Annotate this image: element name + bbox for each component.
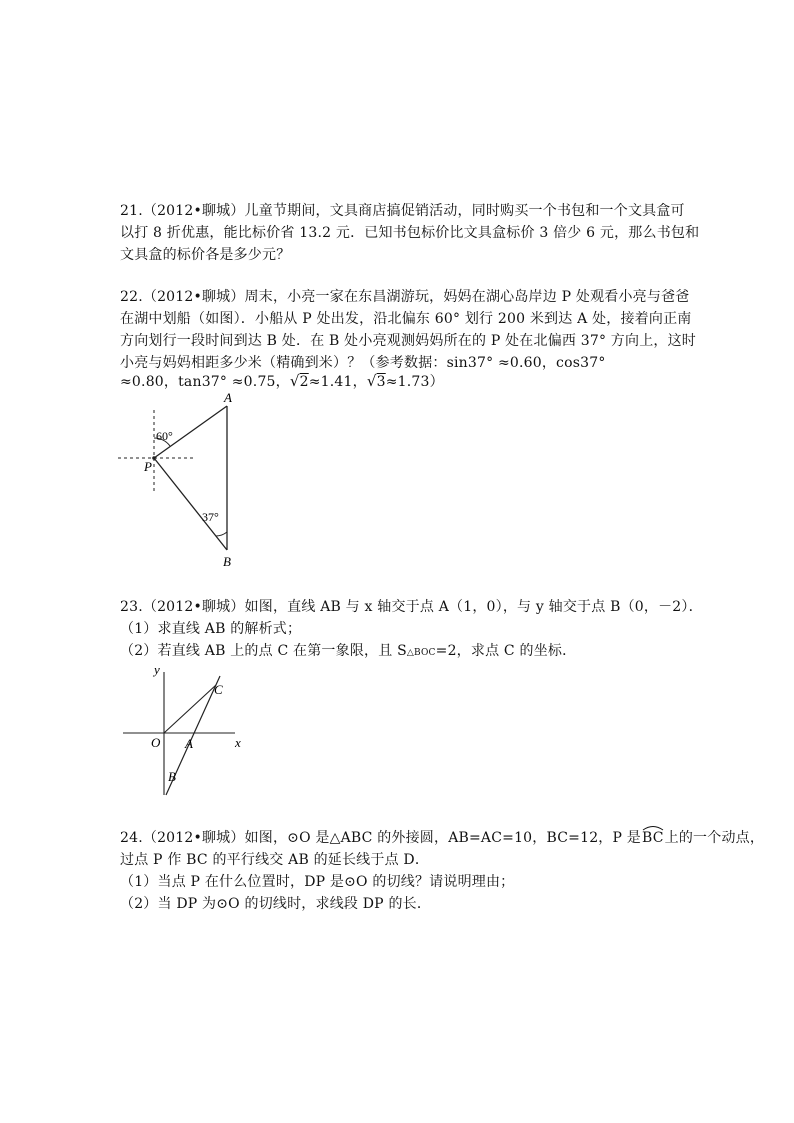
q22-line-5-a: ≈0.80，tan37° ≈0.75， <box>120 374 290 390</box>
label-A: A <box>224 390 232 405</box>
q23-line-3-a: （2）若直线 AB 上的点 C 在第一象限，且 S <box>120 643 407 659</box>
q24-line-3: （1）当点 P 在什么位置时，DP 是⊙O 的切线？请说明理由； <box>120 874 515 890</box>
label-P: P <box>144 459 152 474</box>
sqrt-symbol: √ <box>366 372 377 390</box>
angle-label-37: 37° <box>202 510 219 524</box>
q22-figure <box>110 388 250 574</box>
q23-line-2: （1）求直线 AB 的解析式； <box>120 621 302 637</box>
label-A: A <box>185 736 193 751</box>
q22-line-1: 22.（2012•聊城）周末，小亮一家在东昌湖游玩，妈妈在湖心岛岸边 P 处观看小亮与爸爸 <box>120 289 690 305</box>
point-P-dot <box>152 456 156 460</box>
label-x: x <box>235 735 241 750</box>
q21-line-3: 文具盒的标价各是多少元？ <box>120 247 291 263</box>
sqrt2-radicand: 2 <box>299 374 309 390</box>
q22-line-4: 小亮与妈妈相距多少米（精确到米）？（参考数据：sin37° ≈0.60，cos37° <box>120 355 606 371</box>
q21-line-2: 以打 8 折优惠，能比标价省 13.2 元．已知书包标价比文具盒标价 3 倍少 6 元，那么书包和 <box>120 225 700 241</box>
q23-figure <box>115 660 255 802</box>
arc-BC <box>641 826 665 850</box>
arc-symbol <box>641 825 665 831</box>
q24-line-2: 过点 P 作 BC 的平行线交 AB 的延长线于点 D． <box>120 852 430 868</box>
q22-line-5-b: ≈1.41， <box>308 374 367 390</box>
q23-line-3-b: =2，求点 C 的坐标． <box>435 643 577 659</box>
angle-arc-37 <box>216 532 227 536</box>
angle-label-60: 60° <box>156 429 173 443</box>
q24-line-1 <box>120 826 765 850</box>
label-y: y <box>154 662 160 677</box>
q24-line-4: （2）当 DP 为⊙O 的切线时，求线段 DP 的长． <box>120 896 432 912</box>
segment-OC <box>164 685 216 733</box>
q22-line-5-c: ≈1.73） <box>385 374 444 390</box>
label-O: O <box>151 735 161 750</box>
q21-line-1: 21.（2012•聊城）儿童节期间，文具商店搞促销活动，同时购买一个书包和一个文具盒可 <box>120 203 685 219</box>
q22-line-2: 在湖中划船（如图）．小船从 P 处出发，沿北偏东 60° 划行 200 米到达 A 处，接着向正南 <box>120 311 692 327</box>
q23-line-1: 23.（2012•聊城）如图，直线 AB 与 x 轴交于点 A（1，0），与 y 轴交于点 B（0，－2）． <box>120 599 703 615</box>
sqrt-symbol: √ <box>289 372 300 390</box>
arc-label: BC <box>641 830 664 846</box>
q24-line-1-a: 24.（2012•聊城）如图，⊙O 是△ABC 的外接圆，AB=AC=10，BC=12，P 是 <box>120 830 641 846</box>
area-subscript: △BOC <box>406 648 436 658</box>
label-B: B <box>168 769 176 784</box>
sqrt3-radicand: 3 <box>376 374 386 390</box>
label-C: C <box>214 682 223 697</box>
label-B: B <box>223 554 231 569</box>
q22-line-3: 方向划行一段时间到达 B 处．在 B 处小亮观测妈妈所在的 P 处在北偏西 37° 方向上，这时 <box>120 333 697 349</box>
q24-line-1-b: 上的一个动点， <box>664 830 765 846</box>
